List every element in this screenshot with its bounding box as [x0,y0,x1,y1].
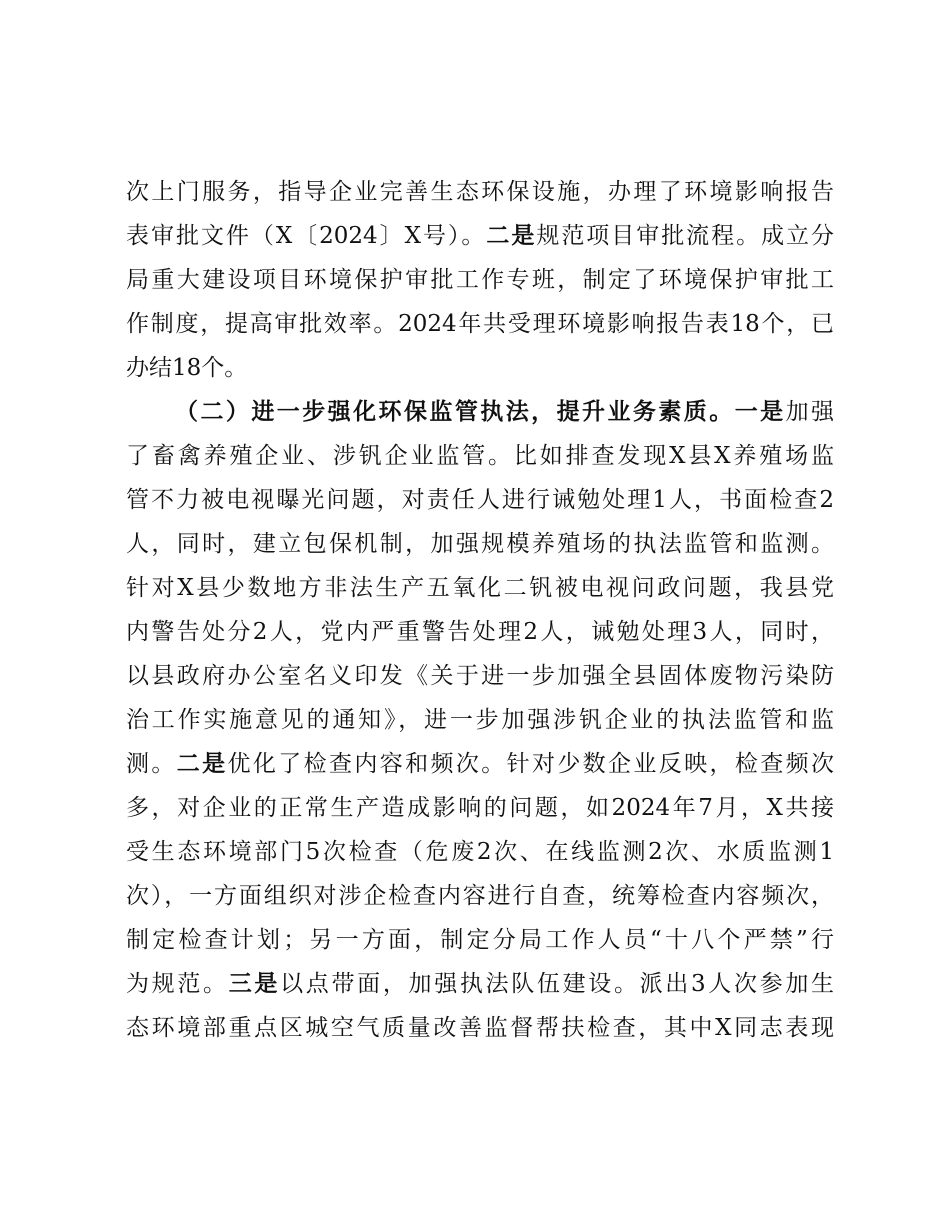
text-run: 了畜禽养殖企业、涉钒企业监管。比如排查发现X县X养殖场监 [126,443,834,469]
text-line [126,742,834,786]
text-line [126,874,834,918]
text-line [126,566,834,610]
point-marker: 二是 [176,750,228,777]
text-line [126,434,834,478]
text-line [126,1006,834,1050]
text-run: 人，同时，建立包保机制，加强规模养殖场的执法监管和监测。 [126,531,834,557]
text-run: 态环境部重点区城空气质量改善监督帮扶检查，其中X同志表现 [126,1015,834,1041]
text-line [126,918,834,962]
text-line [126,610,834,654]
text-run: 多，对企业的正常生产造成影响的问题，如2024年7月，X共接 [126,795,834,821]
text-run: 规范项目审批流程。成立分 [536,223,835,249]
text-line [126,258,834,302]
text-run: 次），一方面组织对涉企检查内容进行自查，统筹检查内容频次， [126,883,834,909]
text-line [126,698,834,742]
text-run: 为规范。 [126,971,229,997]
text-line [126,654,834,698]
point-marker: 一是 [734,398,786,425]
text-run: 次上门服务，指导企业完善生态环保设施，办理了环境影响报告 [126,179,834,205]
text-run: 测。 [126,751,177,777]
text-run: 针对X县少数地方非法生产五氧化二钒被电视问政问题，我县党 [126,575,834,601]
text-line [126,478,834,522]
text-line [126,962,834,1006]
text-line [126,170,834,214]
point-marker: 三是 [228,970,281,997]
text-run: 作制度，提高审批效率。2024年共受理环境影响报告表18个，已 [126,311,834,337]
text-line [126,302,834,346]
text-run: 办结18个。 [126,355,248,381]
text-run: 管不力被电视曝光问题，对责任人进行诫勉处理1人，书面检查2 [126,487,834,513]
text-run: 治工作实施意见的通知》，进一步加强涉钒企业的执法监管和监 [126,707,834,733]
text-line [126,346,834,390]
text-run: 内警告处分2人，党内严重警告处理2人，诫勉处理3人，同时， [126,619,834,645]
section-heading: （二）进一步强化环保监管执法，提升业务素质。 [175,398,735,425]
text-line [126,786,834,830]
point-marker: 二是 [486,222,537,249]
text-run: 以点带面，加强执法队伍建设。派出3人次参加生 [280,971,835,997]
text-run: 优化了检查内容和频次。针对少数企业反映，检查频次 [227,751,835,777]
text-run: 加强 [785,399,835,425]
text-run: 受生态环境部门5次检查（危废2次、在线监测2次、水质监测1 [126,839,834,865]
text-run: 表审批文件（X〔2024〕X号）。 [126,223,487,249]
section-heading-line [175,390,834,434]
text-run: 以县政府办公室名义印发《关于进一步加强全县固体废物污染防 [126,663,834,689]
text-run: 制定检查计划；另一方面，制定分局工作人员“十八个严禁”行 [126,927,834,953]
text-line [126,522,834,566]
text-line [126,214,834,258]
text-line [126,830,834,874]
text-run: 局重大建设项目环境保护审批工作专班，制定了环境保护审批工 [126,267,834,293]
